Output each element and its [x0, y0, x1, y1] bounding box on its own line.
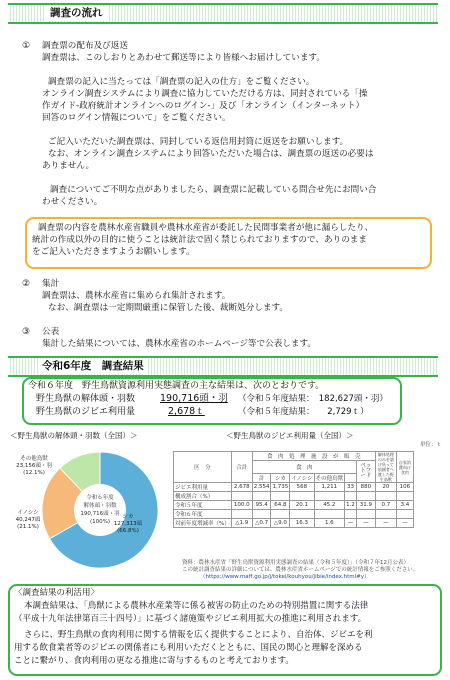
table-cell: 880 — [356, 483, 375, 492]
item2-line-2: なお、調査票は一定期間厳重に保管した後、裁断処分します。 — [48, 303, 288, 313]
table-header-contract-processing: 解体処理のみを請け負って依頼者へ渡した野生鳥獣 — [375, 452, 396, 483]
pie-center-line-2: 解体頭・羽数 — [83, 503, 117, 509]
table-cell: 64.8 — [271, 501, 290, 510]
pie-label-0-2: (66.8%) — [117, 528, 139, 534]
table-cell: 100.0 — [231, 501, 252, 510]
table-cell: △1.9 — [231, 519, 252, 528]
item1-paragraph-2a: 調査票の記入に当たっては「調査票の記入の仕方」をご覧ください。 — [48, 77, 315, 87]
usage-line-3: さらに、野生鳥獣の食肉利用に関する情報を広く提供することにより、自治体、ジビエを利 — [24, 630, 373, 640]
table-cell: 16.3 — [290, 519, 314, 528]
table-cell: 20 — [375, 483, 396, 492]
table-source-1: 資料：農林水産省「野生鳥獣資源利用実態調査の結果（令和５年度）」（令和７年12月公表） — [182, 560, 410, 566]
pie-chart-title: ＜野生鳥獣の解体頭・羽数（全国）＞ — [10, 431, 138, 440]
item-heading-distribution: 調査票の配布及び返送 — [42, 41, 128, 51]
table-cell: 33 — [345, 483, 357, 492]
item-number-3: ③ — [22, 327, 31, 337]
pie-center-line-4: (100%) — [89, 519, 111, 525]
pie-label-0-0: シカ — [122, 514, 134, 520]
pie-label-1-0: イノシシ — [17, 510, 39, 516]
table-cell: — — [375, 519, 396, 528]
item-number-1: ① — [22, 41, 31, 51]
item3-line-1: 集計した結果については、農林水産省のホームページ等で公表します。 — [42, 339, 316, 349]
table-header-other: その他鳥獣 — [314, 474, 345, 483]
table-cell: △9.0 — [271, 519, 290, 528]
usage-line-2: （平成十九年法律第百三十四号）」に基づく諸施策やジビエ利用拡大の推進に利用されます。 — [14, 614, 367, 624]
table-row — [174, 492, 414, 501]
usage-line-1: 本調査結果は、「鳥獣による農林水産業等に係る被害の防止のための特別措置に関する法律 — [24, 601, 369, 611]
table-header-pet-food: ペットフード — [356, 461, 375, 483]
summary-value-carcass-count: 190,716頭・羽 — [160, 393, 228, 404]
item1-paragraph-3c: ありません。 — [42, 161, 95, 171]
summary-prev-carcass-count: （令和５年度結果： 182,627頭・羽） — [238, 394, 388, 404]
table-header-meat: 食 肉 — [252, 461, 356, 474]
item1-paragraph-4b: わせください。 — [42, 197, 103, 207]
table-cell: — — [345, 519, 357, 528]
table-header-category: 区 分 — [174, 452, 232, 483]
summary-intro: 令和６年度 野生鳥獣資源利用実態調査の主な結果は、次のとおりです。 — [28, 381, 325, 391]
pie-center-line-3: 190,716頭・羽 — [80, 511, 120, 517]
table-header-deer: シカ — [271, 474, 290, 483]
item-number-2: ② — [22, 279, 31, 289]
pie-label-2-1: 23,156頭・羽 — [16, 463, 52, 469]
table-source-url[interactable]: （https://www.maff.go.jp/j/tokei/kouhyou/jibie/index.html#y） — [200, 574, 370, 580]
pie-label-2-2: (12.1%) — [23, 470, 45, 476]
table-cell: 2,678 — [231, 483, 252, 492]
item1-paragraph-1: 調査票は、このしおりとあわせて郵送等により皆様へお届けしています。 — [42, 53, 325, 63]
table-cell: 構成割合（%） — [174, 492, 232, 501]
table-row — [174, 483, 414, 492]
pie-center-line-1: 令和６年度 — [86, 495, 114, 501]
item1-paragraph-2c: 作ガイド-政府統計オンラインへのログイン-」及び「オンライン（インターネット） — [42, 101, 365, 111]
section-header-survey-flow — [8, 3, 438, 24]
usage-heading: 〈調査結果の利活用〉 — [14, 588, 100, 598]
item1-paragraph-4a: 調査についてご不明な点がありましたら、調査票に記載している問合せ先にお問い合 — [50, 185, 377, 195]
table-header-subtotal: 計 — [252, 474, 271, 483]
table-cell: 令和６年度 — [174, 510, 232, 519]
table-cell: 45.2 — [314, 501, 345, 510]
table-header-total: 合計 — [231, 452, 252, 483]
table-cell: 3.4 — [396, 501, 413, 510]
table-cell: 95.4 — [252, 501, 271, 510]
item1-paragraph-3b: なお、オンライン調査システムにより回答いただいた場合は、調査票の返送の必要は — [48, 149, 374, 159]
table-cell: 1,735 — [272, 484, 289, 490]
table-cell: 令和５年度 — [174, 501, 232, 510]
summary-label-carcass-count: 野生鳥獣の解体頭・羽数 — [36, 394, 136, 404]
section-header-results — [8, 356, 438, 377]
table-cell: 1,211 — [314, 483, 345, 492]
usage-line-4: 用する飲食業者等のジビエの関係者にも利用いただくとともに、国民の関心と理解を深める — [14, 643, 363, 653]
table-cell: 106 — [396, 483, 413, 492]
item1-paragraph-2d: 回答のログイン情報について」をご覧ください。 — [42, 113, 231, 123]
pie-label-1-1: 40,247頭 — [15, 517, 41, 523]
table-cell: 2,554 — [253, 484, 270, 490]
table-cell: 1.2 — [346, 502, 355, 508]
section-title: 令和6年度 調査結果 — [38, 359, 148, 374]
usage-line-5: ことに繋がり、食肉利用の更なる推進に寄与するものと考えております。 — [14, 656, 294, 666]
table-cell: 対前年度増減率（%） — [174, 519, 232, 528]
table-cell: 20.1 — [290, 501, 314, 510]
table-cell: — — [356, 519, 375, 528]
item1-paragraph-2b: オンライン調査システムにより調査に協力していただける方は、同封されている「操 — [42, 89, 368, 99]
notice-line-2: 統計の作成以外の目的に使うことは統計法で固く禁じられておりますので、ありのまま — [32, 235, 367, 245]
notice-line-3: をご記入いただきますようお願いします。 — [32, 247, 195, 257]
table-row — [174, 510, 414, 519]
item-heading-aggregation: 集計 — [42, 279, 60, 289]
table-header-boar: イノシシ — [290, 474, 314, 483]
table-cell: — — [396, 519, 413, 528]
table-cell: ジビエ利用量 — [174, 483, 232, 492]
table-cell: 1.6 — [314, 519, 345, 528]
section-title: 調査の流れ — [46, 6, 107, 21]
pie-label-2-0: その他鳥獣 — [20, 456, 48, 462]
summary-prev-gibier-volume: （令和５年度結果： 2,729ｔ） — [238, 407, 369, 417]
table-header-home-use: 自家消費向け食肉 — [396, 452, 413, 483]
table-cell: 0.7 — [375, 501, 396, 510]
table-cell: △0.7 — [252, 519, 271, 528]
notice-line-1: 調査票の内容を農林水産省職員や農林水産省が委託した民間事業者が他に漏らしたり、 — [38, 223, 374, 233]
item1-paragraph-3a: ご記入いただいた調査票は、同封している返信用封筒に返送をお願いします。 — [48, 137, 349, 147]
table-cell: 568 — [290, 483, 314, 492]
table-title: ＜野生鳥獣のジビエ利用量（全国）＞ — [226, 431, 354, 440]
item-heading-publication: 公表 — [42, 327, 60, 337]
table-unit: 単位：ｔ — [420, 442, 443, 448]
summary-label-gibier-volume: 野生鳥獣のジビエ利用量 — [36, 407, 136, 417]
gibier-volume-table — [173, 451, 414, 528]
table-row — [174, 501, 414, 510]
pie-label-0-1: 127,313頭 — [113, 521, 143, 527]
summary-value-gibier-volume: 2,678ｔ — [168, 406, 205, 417]
table-row — [174, 519, 414, 528]
pie-chart — [10, 444, 170, 574]
table-cell: 31.9 — [356, 501, 375, 510]
item2-line-1: 調査票は、農林水産省に集められ集計されます。 — [42, 291, 231, 301]
table-source-2: この統計調査結果の詳細については、農林水産省ホームページでの統計情報をご参照ください。 — [182, 567, 419, 573]
pie-label-1-2: (21.1%) — [17, 524, 39, 530]
table-header-group: 食 肉 処 理 施 設 が 販 売 — [252, 452, 375, 461]
